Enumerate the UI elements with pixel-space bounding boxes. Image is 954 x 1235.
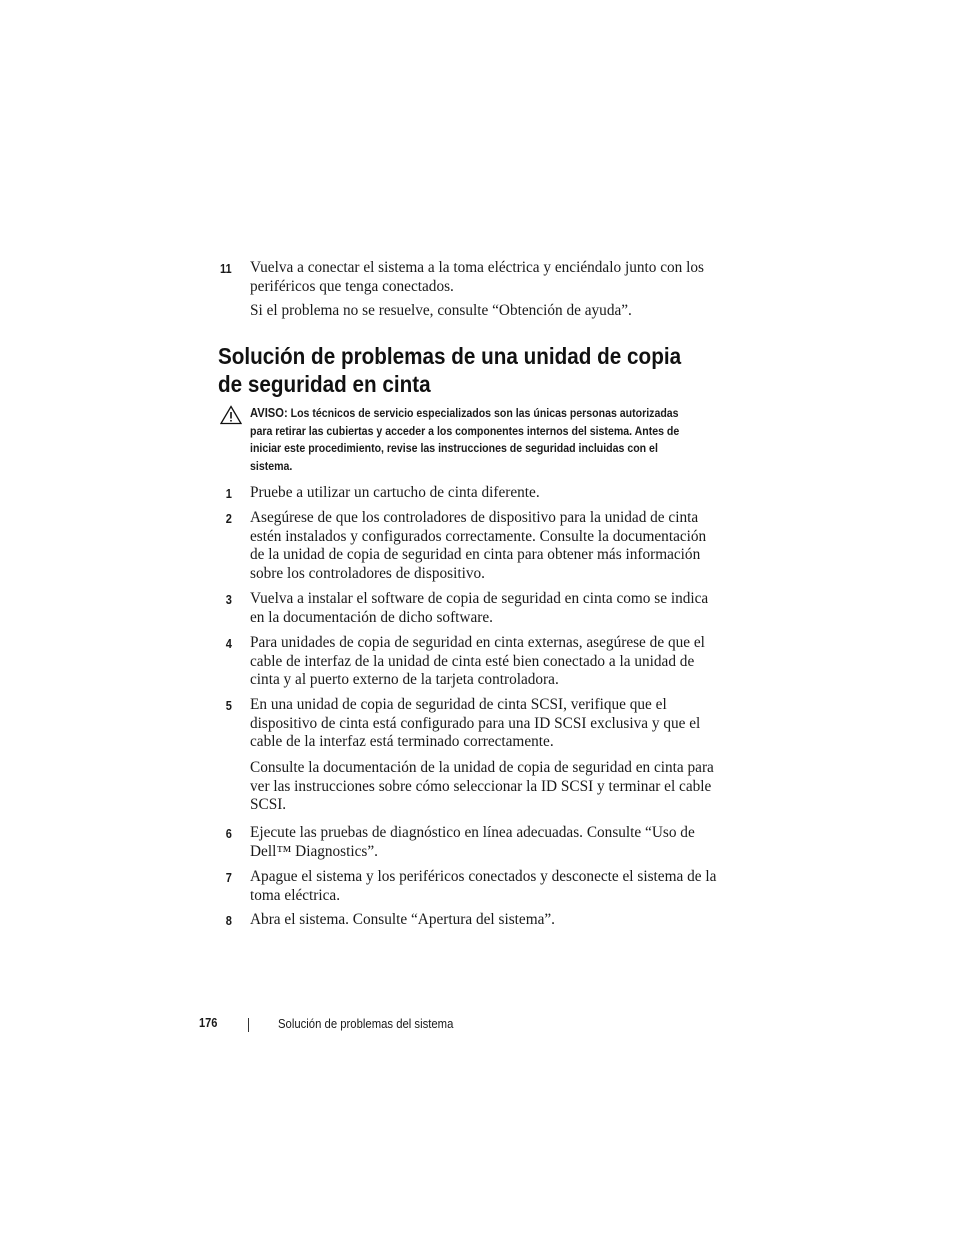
step-number: 4 xyxy=(225,636,232,651)
intro-step-followup: Si el problema no se resuelve, consulte “Obtención de ayuda”. xyxy=(250,302,632,319)
step-text: Pruebe a utilizar un cartucho de cinta diferente. xyxy=(250,484,540,501)
list-item xyxy=(220,696,720,752)
step-text: Asegúrese de que los controladores de dispositivo para la unidad de cinta estén instalados y configurados correctamente. Consulte la documentación de la unidad de copia de seguridad en cinta para obtener más información sobre los controladores de dispositivo. xyxy=(250,509,707,582)
list-item xyxy=(220,824,720,861)
list-item xyxy=(220,911,720,930)
list-item xyxy=(220,509,720,583)
warning-triangle-icon xyxy=(220,405,242,425)
section-heading-line2: de seguridad en cinta xyxy=(218,371,431,397)
step-number: 7 xyxy=(225,870,232,885)
step-number: 8 xyxy=(225,913,232,928)
page-number: 176 xyxy=(199,1015,218,1030)
warning-notice xyxy=(220,404,720,475)
step-text: Ejecute las pruebas de diagnóstico en línea adecuadas. Consulte “Uso de Dell™ Diagnostics”. xyxy=(250,824,695,860)
step-number: 1 xyxy=(225,486,232,501)
list-item xyxy=(220,590,720,627)
step-number: 11 xyxy=(220,261,232,276)
chapter-title: Solución de problemas del sistema xyxy=(278,1016,454,1031)
section-heading-line1: Solución de problemas de una unidad de copia xyxy=(218,343,682,369)
section-heading xyxy=(218,342,682,398)
intro-step xyxy=(220,259,720,296)
step-number: 5 xyxy=(225,698,232,713)
notice-text xyxy=(250,404,697,475)
step-text: En una unidad de copia de seguridad de cinta SCSI, verifique que el dispositivo de cinta está configurado para una ID SCSI exclusiva y que el cable de la interfaz está terminado correctamente. xyxy=(250,696,701,751)
step-followup: Consulte la documentación de la unidad de copia de seguridad en cinta para ver las instrucciones sobre cómo seleccionar la ID SCSI y terminar el cable SCSI. xyxy=(250,759,714,814)
footer-divider xyxy=(248,1018,249,1032)
step-text: Apague el sistema y los periféricos conectados y desconecte el sistema de la toma eléctrica. xyxy=(250,868,717,904)
step-text: Vuelva a instalar el software de copia de seguridad en cinta como se indica en la documentación de dicho software. xyxy=(250,590,709,626)
list-item xyxy=(220,634,720,690)
list-item xyxy=(220,868,720,905)
notice-label: AVISO: xyxy=(250,405,288,420)
notice-body: Los técnicos de servicio especializados son las únicas personas autorizadas para retirar las cubiertas y acceder a los componentes internos del sistema. Antes de iniciar este procedimiento, revise las instrucciones de seguridad incluidas con el sistema. xyxy=(250,406,680,473)
list-item xyxy=(220,484,720,503)
step-number: 3 xyxy=(225,592,232,607)
page-footer xyxy=(0,1015,954,1035)
step-number: 6 xyxy=(225,826,232,841)
step-text: Vuelva a conectar el sistema a la toma eléctrica y enciéndalo junto con los periféricos que tenga conectados. xyxy=(250,259,704,295)
step-text: Para unidades de copia de seguridad en cinta externas, asegúrese de que el cable de interfaz de la unidad de cinta esté bien conectado a la unidad de cinta y al puerto externo de la tarjeta controladora. xyxy=(250,634,705,689)
step-number: 2 xyxy=(225,511,232,526)
step-text: Abra el sistema. Consulte “Apertura del sistema”. xyxy=(250,911,555,928)
